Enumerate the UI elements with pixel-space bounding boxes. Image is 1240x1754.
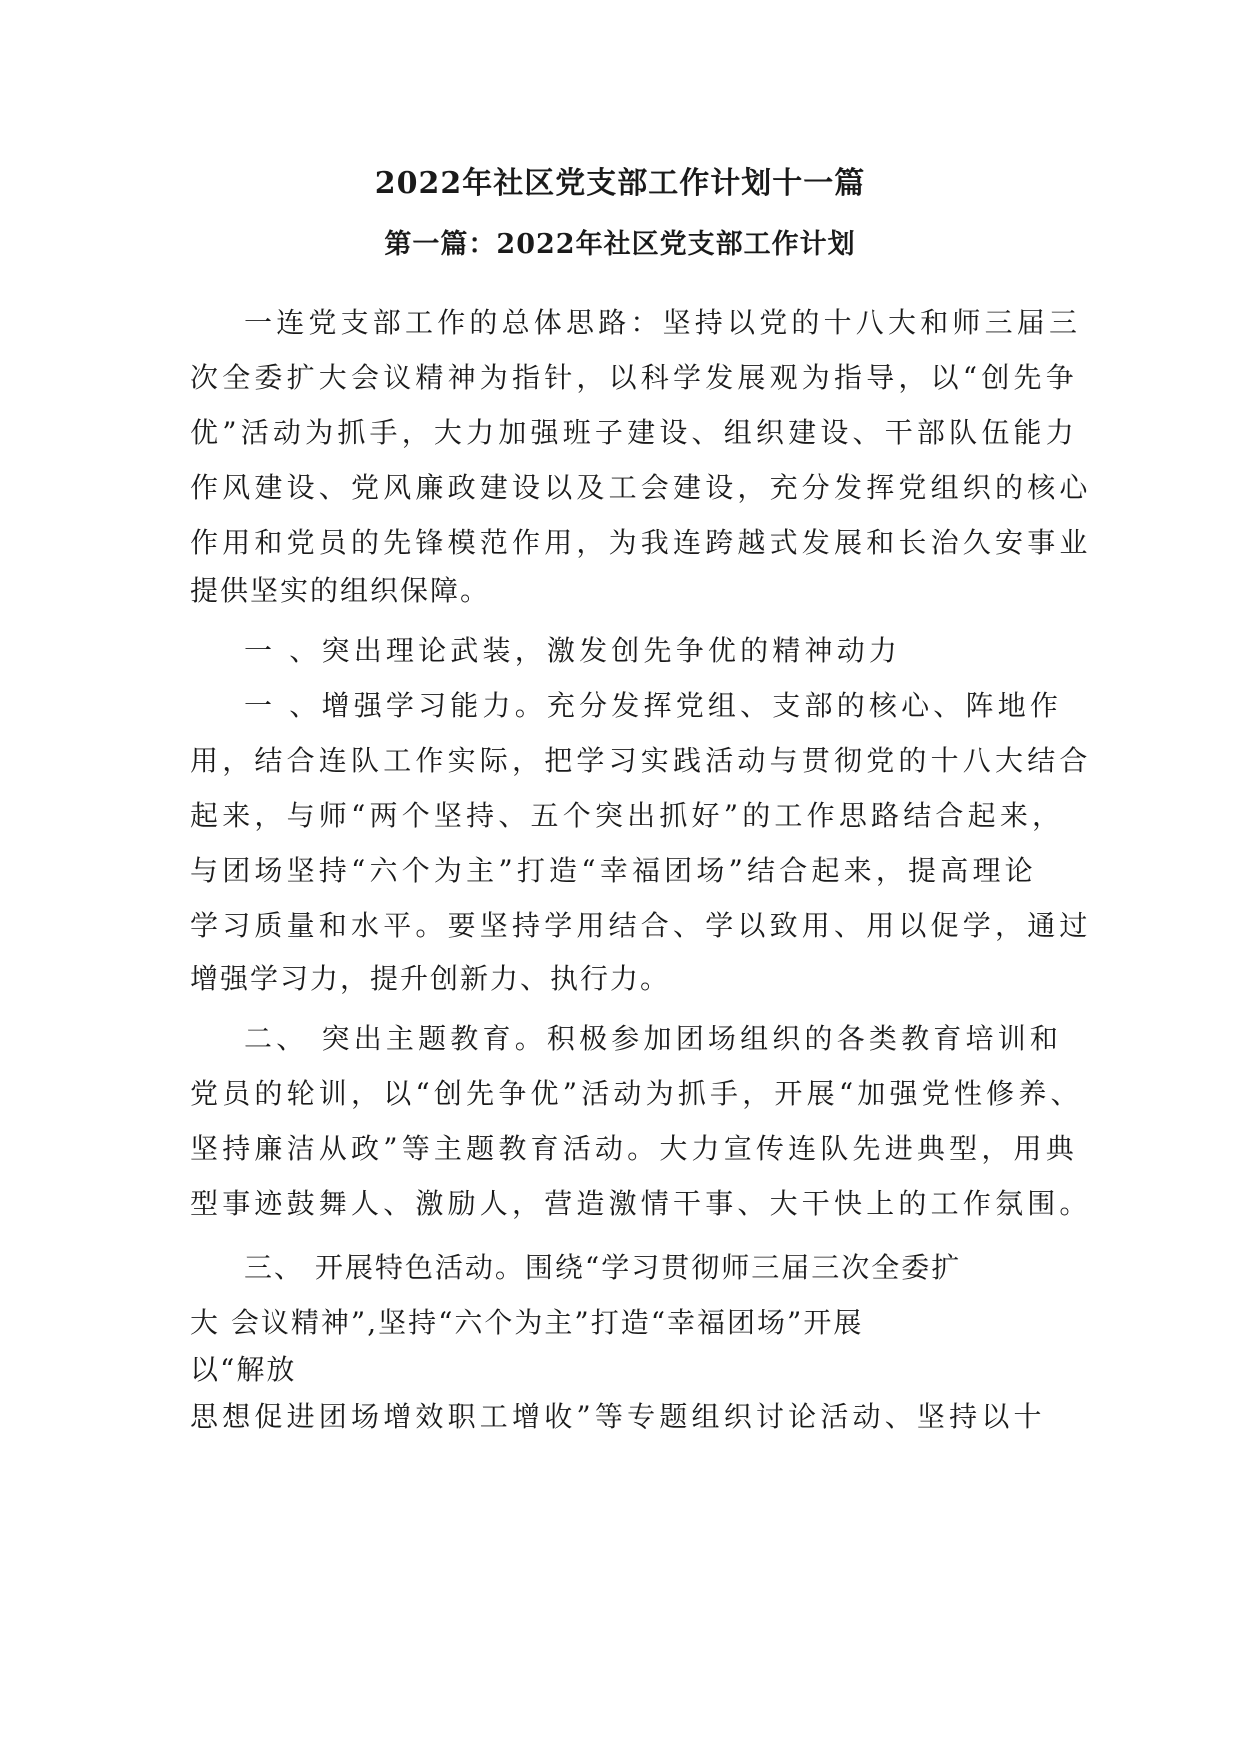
document-title: 2022年社区党支部工作计划十一篇 [374, 166, 866, 201]
paragraph-line: 型事迹鼓舞人、激励人，营造激情干事、大干快上的工作氛围。 [190, 1187, 1092, 1220]
paragraph-line: 二、 突出主题教育。积极参加团场组织的各类教育培训和 [244, 1022, 1063, 1055]
paragraph-line: 学习质量和水平。要坚持学用结合、学以致用、用以促学，通过 [190, 909, 1092, 942]
paragraph-line: 优”活动为抓手，大力加强班子建设、组织建设、干部队伍能力 [190, 416, 1078, 449]
paragraph-line: 一连党支部工作的总体思路：坚持以党的十八大和师三届三 [244, 306, 1082, 339]
paragraph-line: 提供坚实的组织保障。 [190, 574, 491, 607]
paragraph-line: 党员的轮训，以“创先争优”活动为抓手，开展“加强党性修养、 [190, 1077, 1083, 1110]
paragraph-line: 三、 开展特色活动。围绕“学习贯彻师三届三次全委扩 [244, 1251, 962, 1284]
paragraph-line: 起来，与师“两个坚持、五个突出抓好”的工作思路结合起来， [190, 799, 1065, 832]
paragraph-line: 用，结合连队工作实际，把学习实践活动与贯彻党的十八大结合 [190, 744, 1092, 777]
paragraph-line: 大 会议精神”,坚持“六个为主”打造“幸福团场”开展 [190, 1306, 864, 1339]
paragraph-line: 一 、增强学习能力。充分发挥党组、支部的核心、阵地作 [244, 689, 1063, 722]
paragraph-line: 作用和党员的先锋模范作用，为我连跨越式发展和长治久安事业 [190, 526, 1092, 559]
paragraph-line: 与团场坚持“六个为主”打造“幸福团场”结合起来，提高理论 [190, 854, 1037, 887]
paragraph-line: 作风建设、党风廉政建设以及工会建设，充分发挥党组织的核心 [190, 471, 1092, 504]
paragraph-line: 坚持廉洁从政”等主题教育活动。大力宣传连队先进典型，用典 [190, 1132, 1078, 1165]
paragraph-line: 思想促进团场增效职工增收”等专题组织讨论活动、坚持以十 [190, 1400, 1046, 1433]
paragraph-line: 增强学习力，提升创新力、执行力。 [190, 962, 671, 995]
paragraph-line: 以“解放 [190, 1353, 297, 1386]
section-heading: 一 、突出理论武装，激发创先争优的精神动力 [244, 634, 902, 667]
document-subtitle: 第一篇：2022年社区党支部工作计划 [384, 229, 856, 260]
paragraph-line: 次全委扩大会议精神为指针，以科学发展观为指导，以“创先争 [190, 361, 1078, 394]
